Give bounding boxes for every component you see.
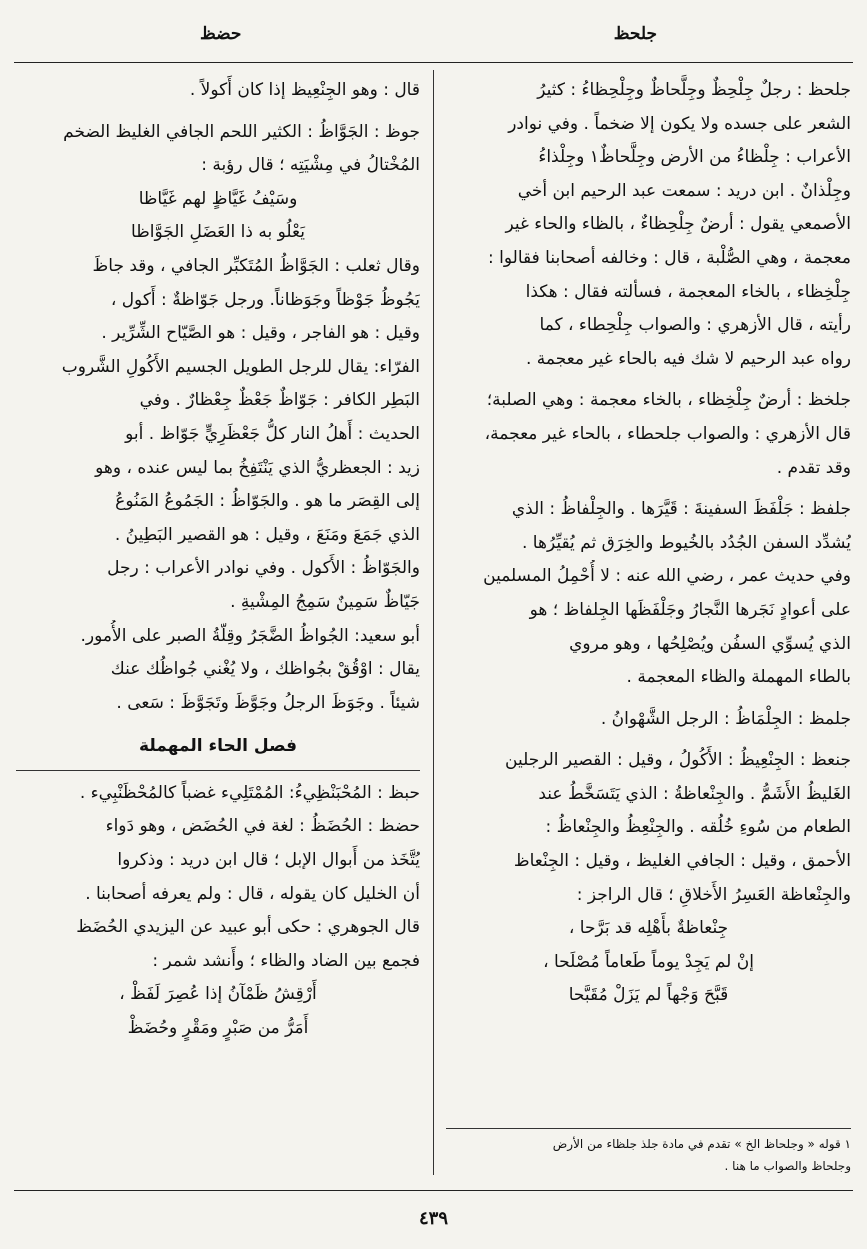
- text-line: البَطِر الكافر : جَوّاظٌ جَعْظٌ جِعْظارٌ . وفي: [139, 390, 420, 411]
- text-line: وقد تقدم .: [776, 457, 851, 478]
- text-line: الغَليظُ الأَشَمُّ . والجِنْعاظةُ : الذي يَتَسَخَّطُ عند: [538, 783, 851, 804]
- text-line: المُخْتالُ في مِشْيَتِه ؛ قال رؤبة :: [201, 155, 420, 176]
- text-line: جلمظ : الجِلْمَاظُ : الرجل الشَّهْوانُ .: [600, 708, 851, 729]
- text-line: قال الجوهري : حكى أبو عبيد عن اليزيدي الحُضَظ: [76, 917, 420, 938]
- running-head-right: جلحظ: [613, 24, 657, 44]
- text-line: حضظ : الحُضَظُ : لغة في الحُضَض ، وهو دَواء: [105, 816, 420, 837]
- text-line: رواه عبد الرحيم لا شك فيه بالحاء غير معجمة .: [525, 348, 851, 369]
- text-line: جِلْخِظاء ، بالخاء المعجمة ، فسألته فقال : هكذا: [525, 281, 851, 302]
- text-line: إلى القِصَر ما هو . والجَوّاظُ : الجَمُوعُ المَنُوعُ: [115, 491, 420, 512]
- text-line: الطعام من سُوءِ خُلُقه . والجِنْعِظُ والجِنْعاظُ :: [545, 817, 851, 838]
- text-line: وقال ثعلب : الجَوَّاظُ المُتَكبِّر الجافي ، وقد جاظَ: [92, 255, 420, 276]
- entry-separator: [16, 108, 420, 116]
- text-line: قال الأزهري : والصواب جلحطاء ، بالحاء غير معجمة،: [484, 423, 851, 444]
- entry-separator: [446, 736, 851, 744]
- verse-line: وسَيْفُ غَيَّاظٍ لهم غَيَّاظا: [138, 188, 298, 209]
- text-line: والجِنْعاظة العَسِرُ الأَخلاقِ ؛ قال الراجز :: [576, 884, 851, 905]
- verse-line: يَعْلُو به ذا العَضَلِ الجَوَّاظا: [131, 222, 305, 243]
- text-line: أبو سعيد: الجُواظُ الضَّجَرُ وقِلّةُ الصبر على الأُمور.: [80, 625, 420, 646]
- text-line: رأيته ، قال الأزهري : والصواب جِلْحِطاء ، كما: [539, 315, 851, 336]
- text-line: أن الخليل كان يقوله ، قال : ولم يعرفه أصحابنا .: [85, 883, 420, 904]
- text-line: يَجُوظُ جَوْظاً وجَوَظاناً. ورجل جَوّاظةٌ : أَكول ،: [110, 289, 420, 310]
- text-line: جلحظ : رجلٌ جِلْحِظٌ وجِلَّحاظٌ وجِلْحِظاءُ : كثيرُ: [537, 80, 851, 100]
- footnote: [446, 1133, 851, 1177]
- verse-line: أَرْقِشُ ظَمْآنُ إذا عُصِرَ لَفَظْ ،: [119, 984, 317, 1005]
- right-column-lines: [446, 74, 851, 912]
- right-column: [446, 74, 851, 1013]
- entry-separator: [446, 485, 851, 493]
- left-column-lines-c: [16, 777, 420, 979]
- text-line: الأحمق ، وقيل : الجافي الغليظ ، وقيل : الجِنْعاظ: [513, 851, 851, 872]
- footnote-line: وجلحاظ والصواب ما هنا .: [724, 1159, 851, 1173]
- text-line: فجمع بين الضاد والظاء ؛ وأَنشد شمر :: [152, 950, 420, 971]
- left-column-lines-a: [16, 74, 420, 183]
- top-rule: [14, 62, 853, 63]
- page-number: ٤٣٩: [418, 1208, 448, 1229]
- text-line: الفرّاء: يقال للرجل الطويل الجسيم الأَكُولِ الشَّروب: [61, 356, 420, 377]
- text-line: الأصمعي يقول : أرضٌ جِلْحِظاءٌ ، بالظاء والحاء غير: [505, 214, 851, 235]
- text-line: على أعوادٍ نَجَرها النَّجارُ وجَلْفَظَها الجِلفاظ ؛ هو: [529, 599, 851, 620]
- text-line: الذي جَمَعَ ومَنَعَ ، وقيل : هو القصير البَطِينُ .: [114, 524, 420, 545]
- verse-line: قَبَّحَ وَجْهاً لم يَزَلْ مُقَبَّحا: [568, 985, 729, 1006]
- left-column-verses-c: [16, 978, 420, 1045]
- left-column-verses-a: [16, 183, 420, 250]
- text-line: وجِلْذانٌ . ابن دريد : سمعت عبد الرحيم ابن أخي: [517, 180, 851, 201]
- left-column: [16, 74, 420, 1046]
- footnote-line: ١ قوله « وجلحاظ الخ » تقدم في مادة جلذ جلظاء من الأرض: [552, 1137, 851, 1151]
- section-title: فصل الحاء المهملة: [139, 736, 297, 757]
- text-line: جنعظ : الجِنْعِيظُ : الأَكُولُ ، وقيل : القصير الرجلين: [505, 750, 851, 771]
- text-line: الشعر على جسده ولا يكون إلا ضخماً . وفي نوادر: [508, 113, 851, 134]
- text-line: جوظ : الجَوَّاظُ : الكثير اللحم الجافي الغليظ الضخم: [63, 121, 420, 142]
- text-line: زيد : الجعظريُّ الذي يَنْتَفِخُ بما ليس عنده ، وهو: [95, 457, 420, 478]
- left-column-lines-b: [16, 250, 420, 720]
- text-line: وفي حديث عمر ، رضي الله عنه : لا أُحْمِلُ المسلمين: [483, 566, 851, 587]
- text-line: جلخظ : أرضٌ جِلْخِظاء ، بالخاء معجمة : وهي الصلبة؛: [486, 390, 851, 411]
- text-line: شيئاً . وجَوَظَ الرجلُ وجَوَّظَ وتَجَوَّظَ : سَعى .: [116, 692, 420, 713]
- footnote-rule: [446, 1128, 851, 1129]
- right-column-verses: [446, 912, 851, 1013]
- entry-separator: [446, 376, 851, 384]
- entry-separator: [446, 695, 851, 703]
- text-line: يُتَّخَذ من أَبوال الإبل ؛ قال ابن دريد : وذكروا: [117, 850, 420, 871]
- text-line: جَيّاظٌ سَمِينٌ سَمِجُ المِشْيةِ .: [230, 591, 420, 612]
- running-head-left: حضظ: [200, 24, 242, 44]
- text-line: الحديث : أَهلُ النار كلُّ جَعْظَرِيٍّ جَوّاظ . أبو: [125, 423, 420, 444]
- text-line: وقيل : هو الفاجر ، وقيل : هو الصَّيّاح الشِّرِّير .: [101, 323, 420, 344]
- text-line: الأعراب : جِلْظاءُ من الأرض وجِلَّحاظٌ١ وجِلْذاءُ: [538, 147, 851, 168]
- verse-line: جِنْعاظةٌ بأَهْلِه قد بَرَّحا ،: [568, 918, 729, 939]
- text-line: جلفظ : جَلْفَظَ السفينةَ : قَيَّرَها . والجِلْفاظُ : الذي: [511, 499, 851, 520]
- bottom-rule: [14, 1190, 853, 1191]
- verse-line: إنْ لم يَجِدْ يوماً طَعاماً مُصْلَحا ،: [543, 951, 754, 972]
- text-line: والجَوّاظُ : الأَكول . وفي نوادر الأعراب : رجل: [107, 558, 420, 579]
- text-line: بالطاء المهملة والظاء المعجمة .: [626, 667, 851, 688]
- column-divider: [433, 70, 434, 1175]
- text-line: يقال : اوْقُقْ بجُواظك ، ولا يُغْني جُواظُك عنك: [110, 659, 420, 680]
- text-line: الذي يُسوِّي السفُن ويُصْلِحُها ، وهو مروي: [569, 633, 851, 654]
- section-rule: [16, 770, 420, 771]
- text-line: يُشدِّد السفن الجُدُد بالخُيوط والخِرَق ثم يُقيِّرُها .: [522, 532, 851, 553]
- verse-line: أَمَرُّ من صَبْرٍ ومَقْرٍ وحُضَظْ: [127, 1018, 309, 1039]
- text-line: معجمة ، وهي الصُّلْبة ، قال : وخالفه أصحابنا فقالوا :: [488, 247, 851, 268]
- text-line: حبظ : المُحْبَنْظِيءُ: المُمْتَلِيء غضباً كالمُحْظَنْبِيء .: [79, 782, 420, 803]
- text-line: قال : وهو الجِنْعِيظ إذا كان أَكولاً .: [189, 80, 420, 100]
